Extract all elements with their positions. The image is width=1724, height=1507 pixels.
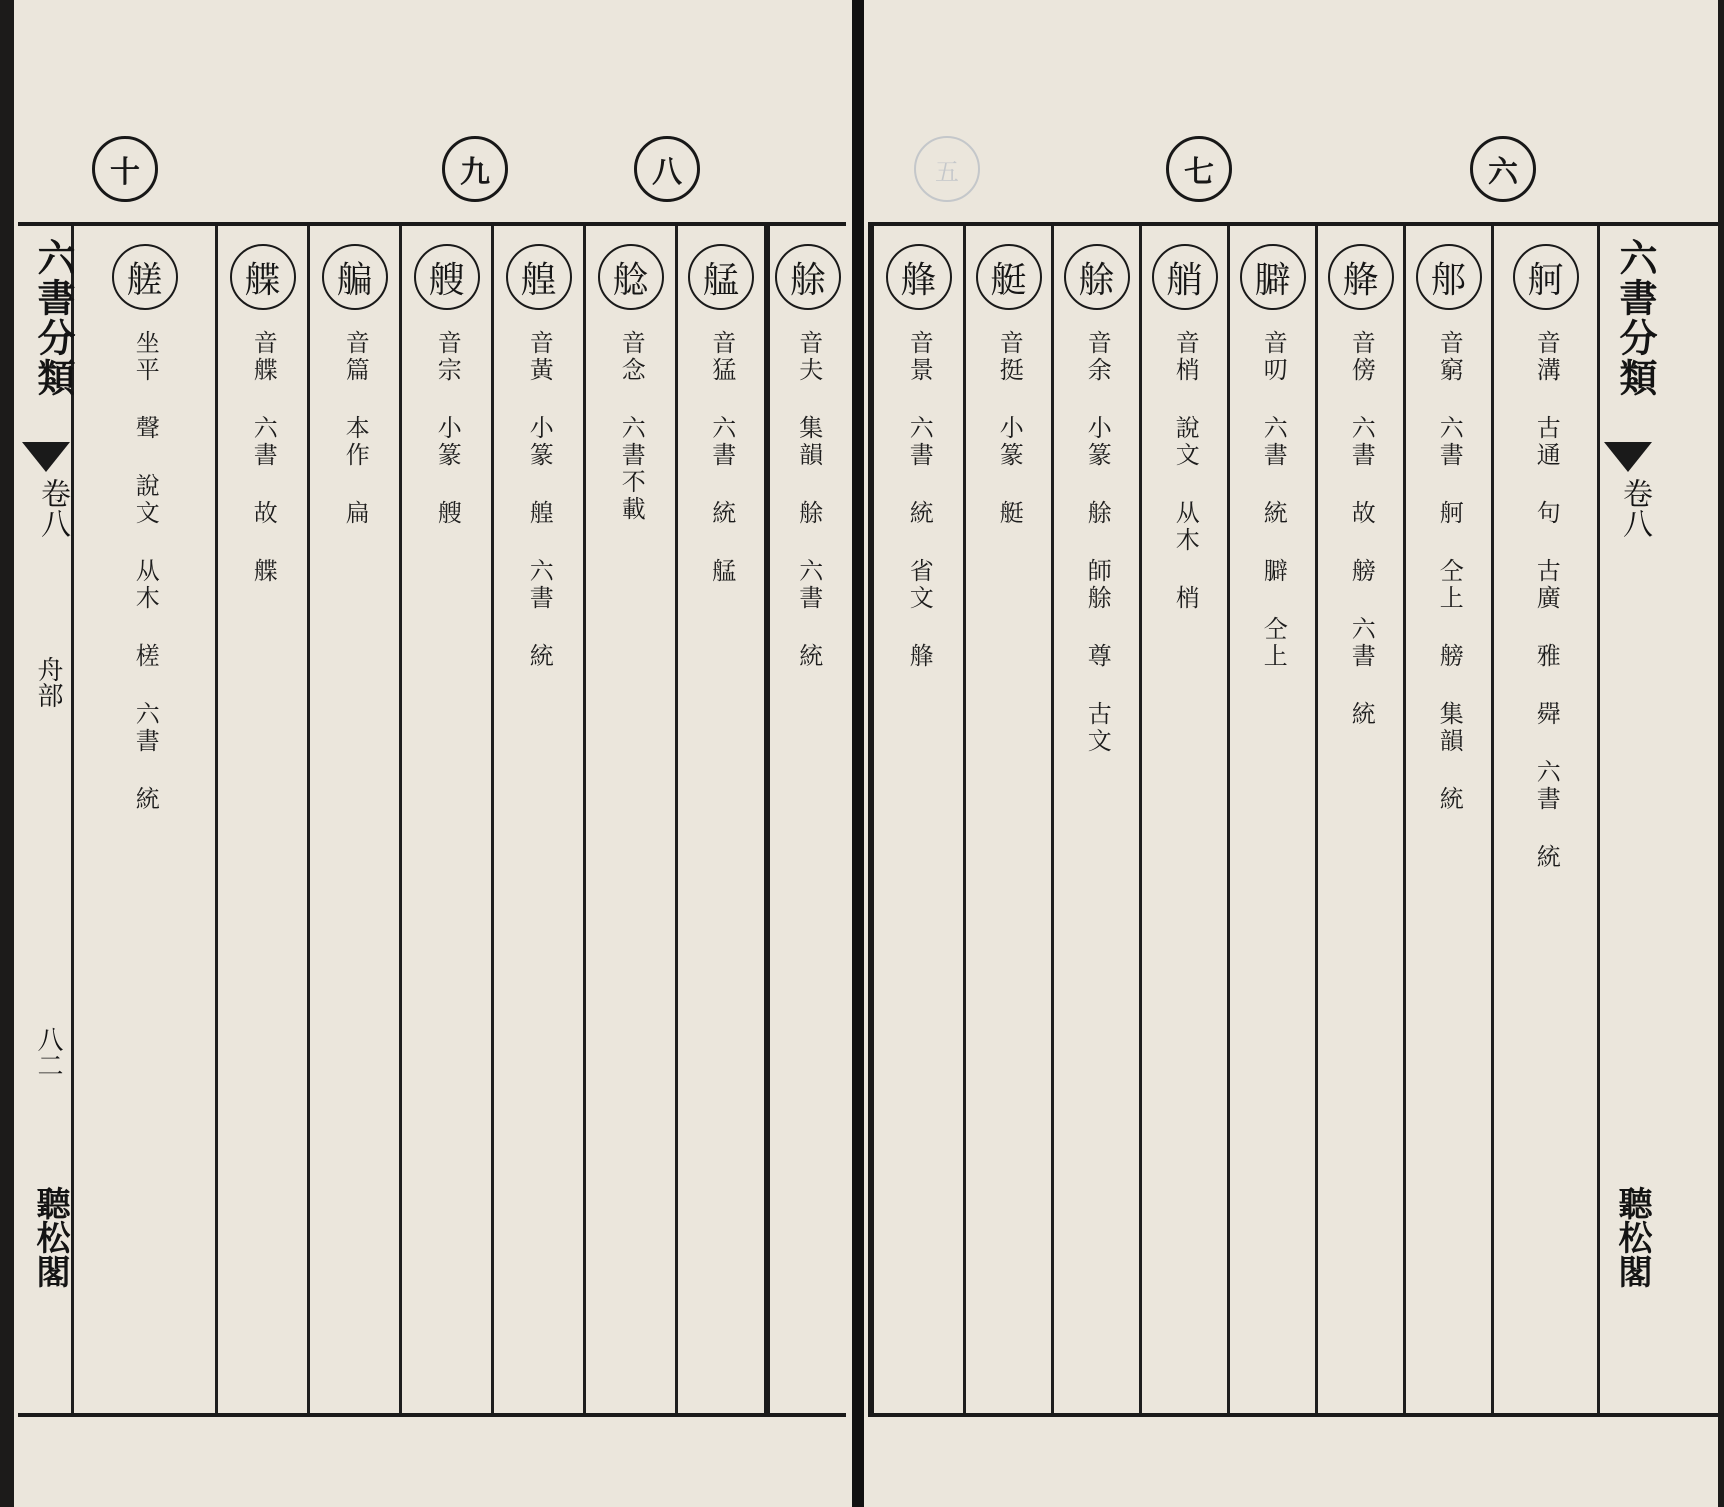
entry-text: 音傍 六書 故 艕 六書 統	[1347, 330, 1376, 728]
entry-text: 音余 小篆 艅 師艅 尊 古文	[1083, 330, 1112, 755]
entry-column	[1142, 226, 1230, 1413]
entry-column	[1054, 226, 1142, 1413]
entry-text: 音念 六書不載	[617, 330, 646, 523]
entry-column	[770, 226, 846, 1413]
publisher-label-left: 聽松閣	[30, 1186, 70, 1288]
folio-number: 八二	[33, 1026, 63, 1078]
right-entry-frame	[868, 222, 1718, 1417]
entry-text: 音夫 集韻 艅 六書 統	[794, 330, 823, 670]
book-title-left: 六書分類	[31, 238, 76, 398]
entry-column	[1318, 226, 1406, 1413]
entry-column	[74, 226, 218, 1413]
entry-column	[678, 226, 770, 1413]
entry-column	[1406, 226, 1494, 1413]
entry-column	[966, 226, 1054, 1413]
head-character-circle: 舽	[1328, 244, 1394, 310]
entry-text: 音叨 六書 統 䑀 仝上	[1259, 330, 1288, 670]
entry-text: 坐平 聲 說文 从木 槎 六書 統	[131, 330, 160, 813]
volume-label-right: 卷八	[1617, 478, 1652, 538]
head-character-circle: 艖	[112, 244, 178, 310]
entry-text: 音景 六書 統 省文 艂	[905, 330, 934, 670]
left-page-badge-row	[14, 136, 852, 208]
head-character-circle: 舸	[1513, 244, 1579, 310]
right-page	[864, 0, 1718, 1507]
entry-column	[1230, 226, 1318, 1413]
head-character-circle: 艑	[322, 244, 388, 310]
page-badge: 十	[92, 136, 158, 202]
page-badge: 九	[442, 136, 508, 202]
fishtail-mark	[1604, 442, 1652, 472]
entry-text: 音艓 六書 故 艓	[249, 330, 278, 585]
entry-column	[402, 226, 494, 1413]
head-character-circle: 郍	[1416, 244, 1482, 310]
page-badge: 七	[1166, 136, 1232, 202]
entry-text: 音梢 說文 从木 梢	[1171, 330, 1200, 612]
head-character-circle: 艘	[414, 244, 480, 310]
right-title-band	[1600, 226, 1662, 1413]
entry-text: 音猛 六書 統 艋	[707, 330, 736, 585]
faint-page-badge: 五	[914, 136, 980, 202]
head-character-circle: 艇	[976, 244, 1042, 310]
entry-column	[494, 226, 586, 1413]
head-character-circle: 䑀	[1240, 244, 1306, 310]
book-title-right: 六書分類	[1613, 238, 1658, 398]
entry-text: 音溝 古通 句 古廣 雅 䑝 六書 統	[1532, 330, 1561, 871]
entry-column	[1494, 226, 1600, 1413]
head-character-circle: 艂	[886, 244, 952, 310]
page-badge: 六	[1470, 136, 1536, 202]
entry-text: 音宗 小篆 艘	[433, 330, 462, 527]
section-label: 舟部	[33, 656, 63, 708]
head-character-circle: 艎	[506, 244, 572, 310]
entry-column	[218, 226, 310, 1413]
entry-column	[310, 226, 402, 1413]
head-character-circle: 艅	[1064, 244, 1130, 310]
book-spine	[852, 0, 864, 1507]
head-character-circle: 艋	[688, 244, 754, 310]
head-character-circle: 艅	[775, 244, 841, 310]
publisher-label-right: 聽松閣	[1612, 1186, 1652, 1288]
volume-label-left: 卷八	[35, 478, 70, 538]
entry-column	[586, 226, 678, 1413]
entry-text: 音挺 小篆 艇	[995, 330, 1024, 527]
left-page	[14, 0, 852, 1507]
head-character-circle: 艓	[230, 244, 296, 310]
head-character-circle: 艄	[1152, 244, 1218, 310]
left-title-band	[18, 226, 74, 1413]
fishtail-mark	[22, 442, 70, 472]
page-badge: 八	[634, 136, 700, 202]
entry-text: 音窮 六書 舸 仝上 艕 集韻 統	[1435, 330, 1464, 813]
head-character-circle: 艌	[598, 244, 664, 310]
left-entry-frame	[18, 222, 846, 1417]
entry-text: 音黃 小篆 艎 六書 統	[525, 330, 554, 670]
right-page-badge-row	[864, 136, 1718, 208]
entry-column	[874, 226, 966, 1413]
entry-text: 音篇 本作 扁	[341, 330, 370, 527]
